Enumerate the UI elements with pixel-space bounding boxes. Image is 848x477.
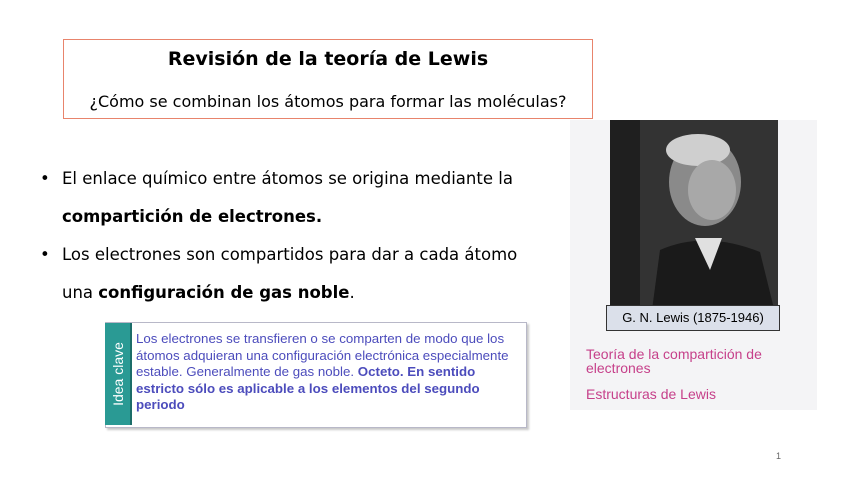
key-idea-tab <box>105 323 132 425</box>
bullet-line: Los electrones son compartidos para dar a cada átomo <box>62 245 518 264</box>
bullet-prefix: una <box>62 283 99 302</box>
bullet-dot: • <box>40 245 50 264</box>
portrait-illustration <box>610 120 778 325</box>
bullet-line: El enlace químico entre átomos se origina mediante la <box>62 169 513 188</box>
structures-label: Estructuras de Lewis <box>586 386 716 402</box>
slide-title: Revisión de la teoría de Lewis <box>167 48 489 70</box>
slide-subtitle: ¿Cómo se combinan los átomos para formar las moléculas? <box>89 92 567 111</box>
portrait-photo <box>610 120 778 325</box>
title-box <box>63 39 593 119</box>
key-idea-text <box>136 331 521 414</box>
theory-label-line2: electrones <box>586 360 651 376</box>
key-idea-label: Idea clave <box>109 342 126 406</box>
portrait-caption: G. N. Lewis (1875-1946) <box>606 305 780 331</box>
bullet-item <box>40 160 560 236</box>
key-idea-normal-text: Los electrones se transfieren o se comparten de modo que los átomos adquieran una configuración electrónica especialmente estable. Generalmente de gas noble. <box>136 331 509 380</box>
bullet-suffix: . <box>349 283 355 302</box>
page-number: 1 <box>776 451 782 461</box>
bullet-dot: • <box>40 169 50 188</box>
bullet-list <box>40 160 560 312</box>
bullet-item <box>40 236 560 312</box>
bullet-bold-text: configuración de gas noble <box>98 283 350 302</box>
theory-label-line1: Teoría de la compartición de <box>586 346 762 362</box>
key-idea-bold-text: Octeto. En sentido estricto sólo es aplicable a los elementos del segundo periodo <box>136 364 480 413</box>
bullet-bold-text: compartición de electrones. <box>62 207 323 226</box>
